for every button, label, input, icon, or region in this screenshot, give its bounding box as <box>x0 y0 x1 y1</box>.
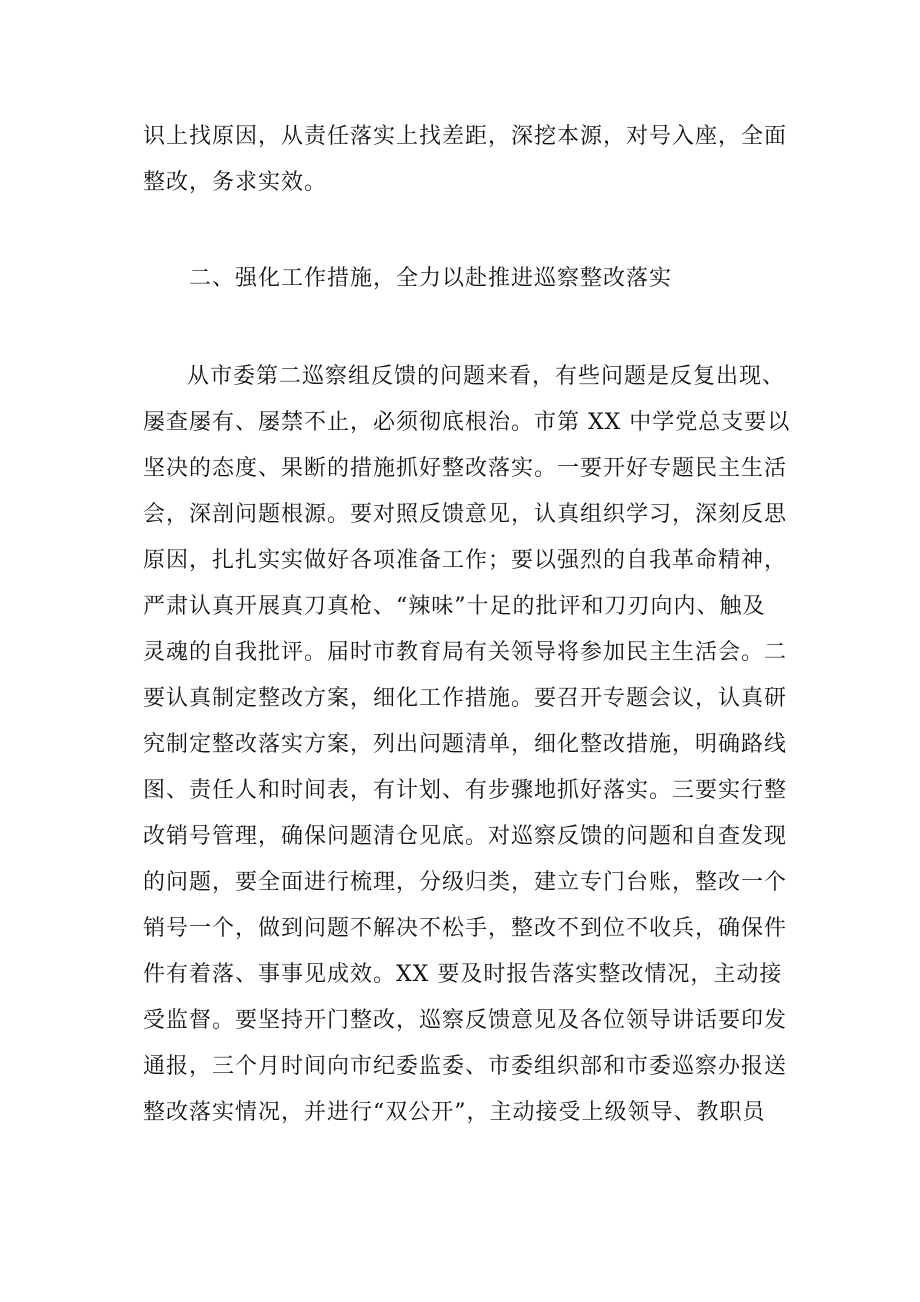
paragraph-main <box>143 354 791 1136</box>
paragraph-line: 灵魂的自我批评。届时市教育局有关领导将参加民主生活会。二 <box>143 640 788 665</box>
paragraph-line: 件有着落、事事见成效。XX 要及时报告落实整改情况，主动接 <box>143 962 783 987</box>
paragraph-line: 识上找原因，从责任落实上找差距，深挖本源，对号入座，全面 <box>143 124 788 149</box>
paragraph-line: 严肃认真开展真刀真枪、“辣味”十足的批评和刀刃向内、触及 <box>143 594 766 619</box>
paragraph-continued <box>143 114 788 206</box>
paragraph-line: 从市委第二巡察组反馈的问题来看，有些问题是反复出现、 <box>187 364 786 389</box>
paragraph-line: 原因，扎扎实实做好各项准备工作；要以强烈的自我革命精神， <box>143 548 788 573</box>
paragraph-line: 的问题，要全面进行梳理，分级归类，建立专门台账，整改一个 <box>143 870 788 895</box>
section-heading <box>189 256 829 302</box>
paragraph-line: 屡查屡有、屡禁不止，必须彻底根治。市第 XX 中学党总支要以 <box>143 410 791 435</box>
section-heading-text: 二、强化工作措施，全力以赴推进巡察整改落实 <box>189 266 673 291</box>
paragraph-line: 要认真制定整改方案，细化工作措施。要召开专题会议，认真研 <box>143 686 788 711</box>
paragraph-line: 改销号管理，确保问题清仓见底。对巡察反馈的问题和自查发现 <box>143 824 788 849</box>
paragraph-line: 图、责任人和时间表，有计划、有步骤地抓好落实。三要实行整 <box>143 778 788 803</box>
paragraph-line: 究制定整改落实方案，列出问题清单，细化整改措施，明确路线 <box>143 732 788 757</box>
paragraph-line: 整改，务求实效。 <box>143 170 328 195</box>
paragraph-line: 通报，三个月时间向市纪委监委、市委组织部和市委巡察办报送 <box>143 1054 788 1079</box>
paragraph-line: 坚决的态度、果断的措施抓好整改落实。一要开好专题民主生活 <box>143 456 788 481</box>
paragraph-line: 整改落实情况，并进行“双公开”，主动接受上级领导、教职员 <box>143 1100 766 1125</box>
paragraph-line: 会，深剖问题根源。要对照反馈意见，认真组织学习，深刻反思 <box>143 502 788 527</box>
paragraph-line: 销号一个，做到问题不解决不松手，整改不到位不收兵，确保件 <box>143 916 788 941</box>
paragraph-line: 受监督。要坚持开门整改，巡察反馈意见及各位领导讲话要印发 <box>143 1008 788 1033</box>
